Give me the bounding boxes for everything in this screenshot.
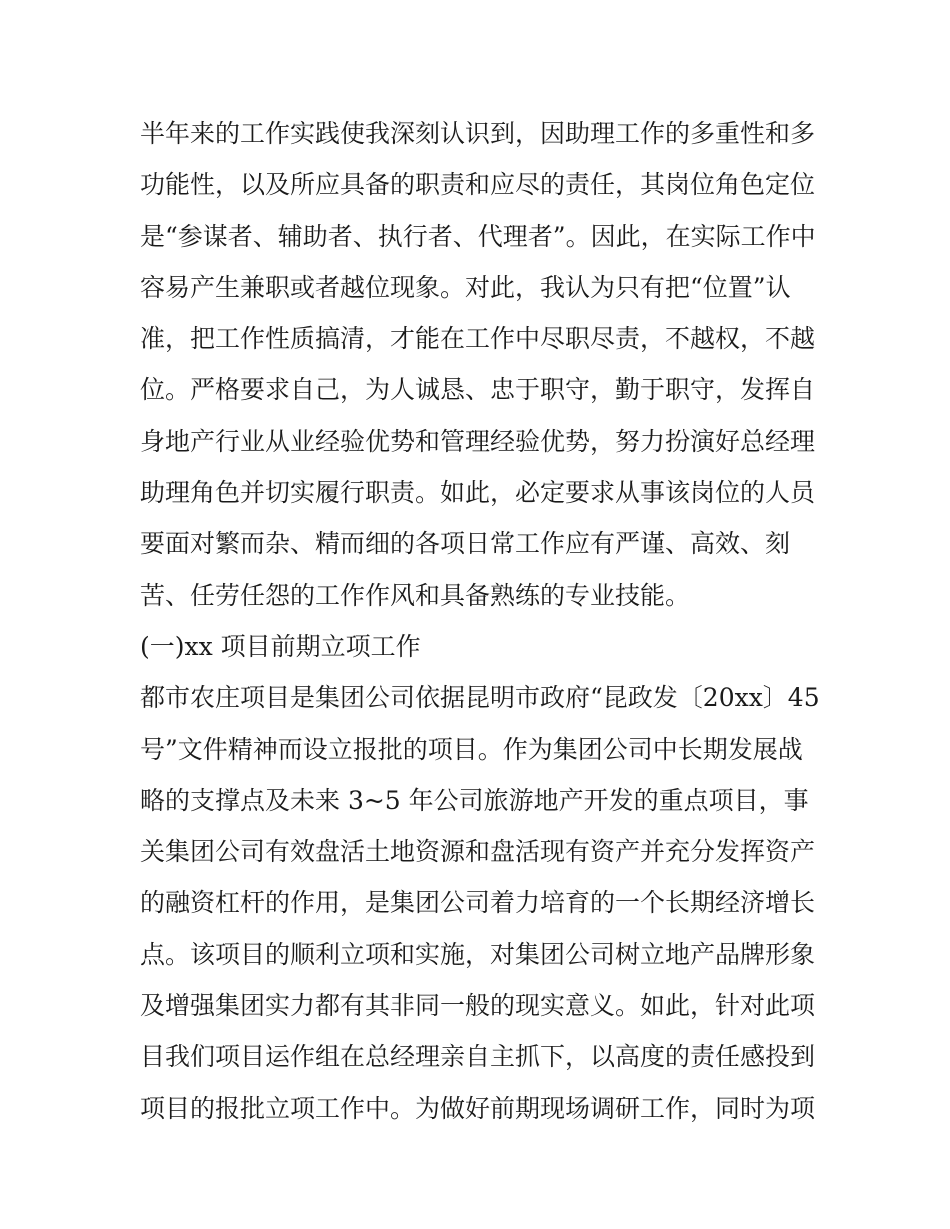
document-body: [140, 108, 820, 1134]
text-line: 苦、任劳任怨的工作作风和具备熟练的专业技能。: [140, 580, 691, 610]
section-heading: (一)xx 项目前期立项工作: [140, 631, 421, 661]
text-line: 略的支撑点及未来 3~5 年公司旅游地产开发的重点项目，事: [140, 785, 809, 815]
text-line: 的融资杠杆的作用，是集团公司着力培育的一个长期经济增长: [140, 888, 816, 918]
text-line: 目我们项目运作组在总经理亲自主抓下，以高度的责任感投到: [140, 1042, 816, 1072]
text-line: 准，把工作性质搞清，才能在工作中尽职尽责，不越权，不越: [140, 324, 816, 354]
text-line: 位。严格要求自己，为人诚恳、忠于职守，勤于职守，发挥自: [140, 375, 816, 405]
text-line: 号”文件精神而设立报批的项目。作为集团公司中长期发展战: [140, 734, 803, 764]
text-line: 项目的报批立项工作中。为做好前期现场调研工作，同时为项: [140, 1093, 816, 1123]
text-line: 助理角色并切实履行职责。如此，必定要求从事该岗位的人员: [140, 478, 816, 508]
text-line: 是“参谋者、辅助者、执行者、代理者”。因此，在实际工作中: [140, 221, 816, 251]
text-line: 要面对繁而杂、精而细的各项日常工作应有严谨、高效、刻: [140, 529, 791, 559]
text-line: 功能性，以及所应具备的职责和应尽的责任，其岗位角色定位: [140, 170, 816, 200]
text-line: 点。该项目的顺利立项和实施，对集团公司树立地产品牌形象: [140, 939, 816, 969]
text-line: 都市农庄项目是集团公司依据昆明市政府“昆政发〔20xx〕45: [140, 683, 820, 713]
text-line: 半年来的工作实践使我深刻认识到，因助理工作的多重性和多: [140, 119, 816, 148]
text-line: 关集团公司有效盘活土地资源和盘活现有资产并充分发挥资产: [140, 837, 816, 867]
text-line: 容易产生兼职或者越位现象。对此，我认为只有把“位置”认: [140, 272, 791, 302]
text-line: 及增强集团实力都有其非同一般的现实意义。如此，针对此项: [140, 991, 816, 1021]
text-line: 身地产行业从业经验优势和管理经验优势，努力扮演好总经理: [140, 426, 816, 456]
